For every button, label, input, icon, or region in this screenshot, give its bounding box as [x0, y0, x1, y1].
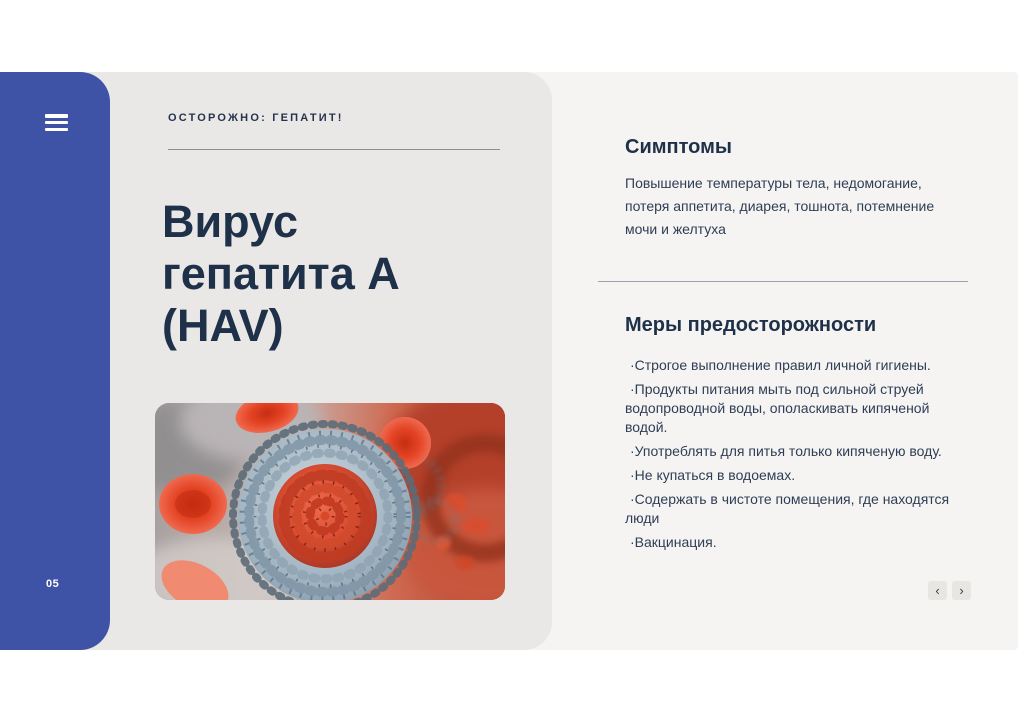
- list-item: ·Содержать в чистоте помещения, где находятся люди: [625, 491, 950, 526]
- list-item: ·Вакцинация.: [630, 534, 717, 550]
- list-item: ·Строгое выполнение правил личной гигиены.: [630, 357, 931, 373]
- prev-slide-button[interactable]: ‹: [928, 581, 947, 600]
- page-title: Вирус гепатита А (HAV): [162, 196, 400, 351]
- precautions-list: [625, 356, 965, 557]
- list-item: ·Продукты питания мыть под сильной струей водопроводной воды, ополаскивать кипяченой водой.: [625, 381, 930, 435]
- slide-navigation: [928, 581, 971, 600]
- next-slide-button[interactable]: ›: [952, 581, 971, 600]
- list-item: ·Употреблять для питья только кипяченую воду.: [630, 443, 942, 459]
- kicker-divider: [168, 149, 500, 150]
- list-item: ·Не купаться в водоемах.: [630, 467, 796, 483]
- page-number: 05: [46, 578, 60, 590]
- hamburger-icon: [45, 114, 68, 118]
- section-divider: [598, 281, 968, 282]
- precautions-heading: Меры предосторожности: [625, 314, 877, 336]
- virus-illustration: [155, 403, 505, 600]
- sidebar: [0, 72, 110, 650]
- symptoms-heading: Симптомы: [625, 136, 732, 158]
- symptoms-text: Повышение температуры тела, недомогание, потеря аппетита, диарея, тошнота, потемнение мочи и желтуха: [625, 175, 935, 237]
- menu-button[interactable]: [45, 114, 68, 131]
- virus-image: [155, 403, 505, 600]
- kicker-label: ОСТОРОЖНО: ГЕПАТИТ!: [168, 112, 344, 124]
